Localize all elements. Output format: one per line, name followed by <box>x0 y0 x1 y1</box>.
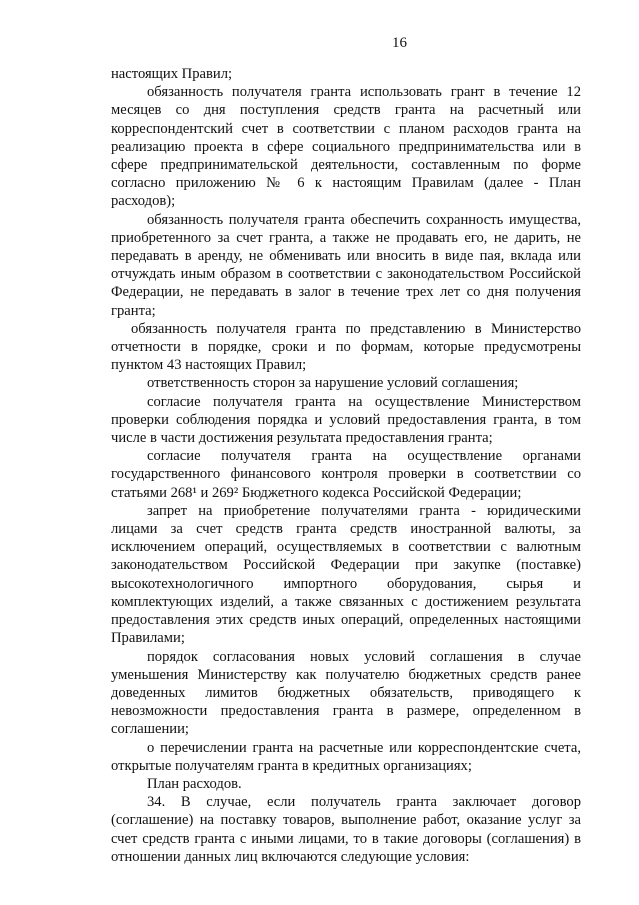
paragraph-1: обязанность получателя гранта использовать грант в течение 12 месяцев со дня поступления средств гранта на расчетный или корреспондентский счет в соответствии с планом расходов гранта на реализацию проекта в сфере социального предпринимательства или в сфере предпринимательской деятельности, составленным по форме согласно приложению № 6 к настоящим Правилам (далее - План расходов); <box>111 84 581 210</box>
paragraph-6: согласие получателя гранта на осуществление органами государственного финансового контроля проверки в соответствии со статьями 268¹ и 269² Бюджетного кодекса Российской Федерации; <box>111 448 581 501</box>
paragraph-3: обязанность получателя гранта по представлению в Министерство отчетности в порядке, сроки и по формам, которые предусмотрены пунктом 43 настоящих Правил; <box>111 320 581 374</box>
paragraph-11: 34. В случае, если получатель гранта заключает договор (соглашение) на поставку товаров, выполнение работ, оказание услуг за счет средств гранта с иными лицами, то в такие договоры (соглашения) в отношении данных лиц включаются следующие условия: <box>111 794 581 865</box>
paragraph-8: порядок согласования новых условий соглашения в случае уменьшения Министерству как получателю бюджетных средств ранее доведенных лимитов бюджетных обязательств, приводящего к невозможности предоставления гранта в размере, определенном в соглашении; <box>111 648 581 738</box>
paragraph-7: запрет на приобретение получателями гранта - юридическими лицами за счет средств гранта средств иностранной валюты, за исключением операций, осуществляемых в соответствии с валютным законодательством Российской Федерации при закупке (поставке) высокотехнологичного импортного оборудования, сырья и комплектующих изделий, а также связанных с достижением результата предоставления этих средств иных операций, определенных настоящими Правилами; <box>111 502 581 647</box>
paragraph-9: о перечислении гранта на расчетные или корреспондентские счета, открытые получателям гранта в кредитных организациях; <box>111 739 581 774</box>
paragraph-10: План расходов. <box>147 775 242 792</box>
page-number: 16 <box>392 35 407 51</box>
document-body <box>111 65 581 866</box>
paragraph-4: ответственность сторон за нарушение условий соглашения; <box>147 375 519 392</box>
paragraph-2: обязанность получателя гранта обеспечить сохранность имущества, приобретенного за счет гранта, а также не продавать его, не дарить, не передавать в аренду, не обменивать или вносить в виде пая, вклада или отчуждать иным образом в соответствии с законодательством Российской Федерации, не передавать в залог в течение трех лет со дня получения гранта; <box>111 211 581 319</box>
paragraph-5: согласие получателя гранта на осуществление Министерством проверки соблюдения порядка и условий предоставления гранта, в том числе в части достижения результата предоставления гранта; <box>111 393 581 447</box>
paragraph-0: настоящих Правил; <box>111 66 233 82</box>
